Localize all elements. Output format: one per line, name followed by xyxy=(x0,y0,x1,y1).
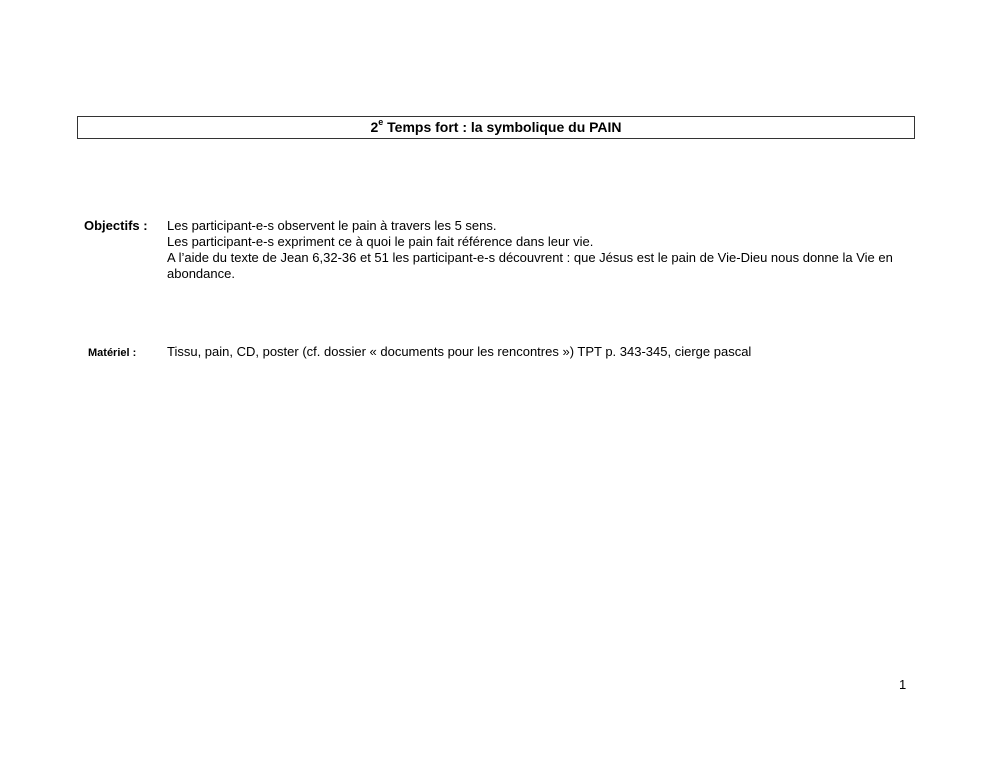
objectifs-list xyxy=(167,218,907,282)
objectifs-label: Objectifs : xyxy=(84,218,148,233)
title-superscript: e xyxy=(378,117,384,128)
materiel-text: Tissu, pain, CD, poster (cf. dossier « documents pour les rencontres ») TPT p. 343-345, cierge pascal xyxy=(167,344,752,359)
page-title xyxy=(77,116,915,139)
objectif-line-3: A l’aide du texte de Jean 6,32-36 et 51 les participant-e-s découvrent : que Jésus est le pain de Vie-Dieu nous donne la Vie en abondance. xyxy=(167,250,893,281)
objectif-line-1: Les participant-e-s observent le pain à travers les 5 sens. xyxy=(167,218,497,233)
page-number: 1 xyxy=(899,677,907,692)
title-number: 2 xyxy=(370,119,379,135)
title-text: Temps fort : la symbolique du PAIN xyxy=(383,119,622,135)
objectif-line-2: Les participant-e-s expriment ce à quoi le pain fait référence dans leur vie. xyxy=(167,234,594,249)
materiel-label: Matériel : xyxy=(88,347,137,359)
